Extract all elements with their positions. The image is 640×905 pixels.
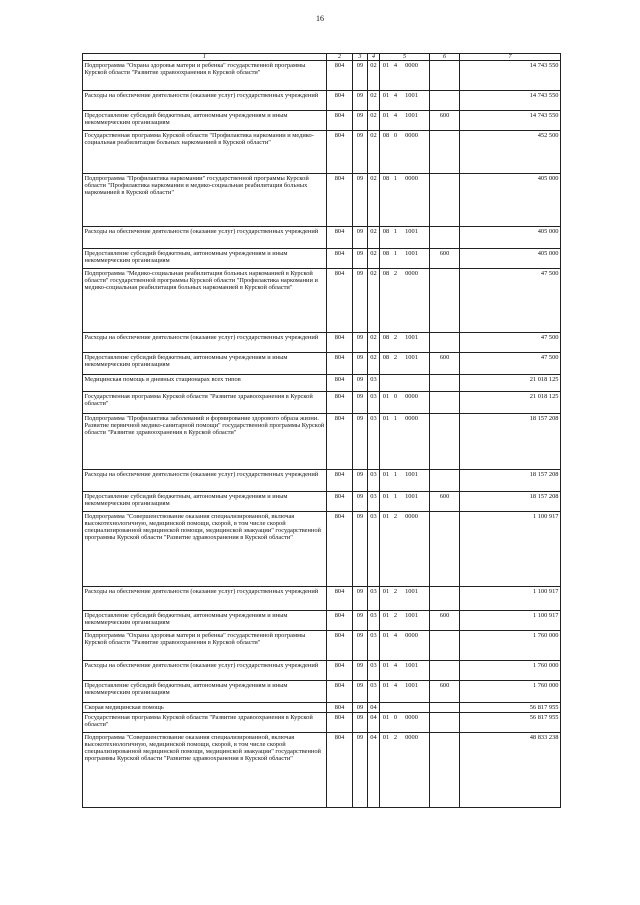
table-row [83, 611, 561, 631]
row-expense-type: 600 [430, 249, 460, 269]
program-code-part: 1001 [405, 333, 418, 341]
row-name: Предоставление субсидий бюджетным, автономным учреждениям и иным некоммерческим организациям [83, 249, 327, 269]
program-code-part: 0000 [405, 174, 418, 182]
row-amount: 56 817 955 [460, 713, 561, 733]
row-expense-type: 600 [430, 111, 460, 131]
row-amount: 14 743 550 [460, 61, 561, 91]
program-code-part: 08 [382, 269, 390, 277]
table-row [83, 353, 561, 375]
program-code-part: 01 [382, 713, 390, 721]
program-code-part: 01 [382, 91, 390, 99]
row-program-code [380, 131, 430, 174]
row-expense-type: 600 [430, 353, 460, 375]
row-section-code: 09 [353, 611, 368, 631]
row-section-code: 09 [353, 353, 368, 375]
row-section-code: 09 [353, 587, 368, 611]
row-amount: 47 500 [460, 269, 561, 333]
row-subsection-code: 02 [368, 91, 380, 111]
row-section-code: 09 [353, 174, 368, 227]
table-header [83, 54, 561, 61]
program-code-part: 2 [393, 611, 398, 619]
row-amount: 1 100 917 [460, 587, 561, 611]
row-expense-type [430, 512, 460, 587]
program-code-part: 1 [393, 470, 398, 478]
row-name: Расходы на обеспечение деятельности (оказание услуг) государственных учреждений [83, 333, 327, 353]
table-row [83, 512, 561, 587]
row-subsection-code: 03 [368, 470, 380, 492]
row-ministry-code: 804 [327, 587, 353, 611]
row-expense-type [430, 713, 460, 733]
program-code-part: 01 [382, 661, 390, 669]
program-code-part: 0000 [405, 392, 418, 400]
row-section-code: 09 [353, 269, 368, 333]
row-name: Подпрограмма "Профилактика наркомании" государственной программы Курской области "Профилактика наркомании и медико-социальная реабилитация больных наркоманией в Курской области" [83, 174, 327, 227]
row-program-code [380, 91, 430, 111]
row-amount: 18 157 208 [460, 492, 561, 512]
program-code-part: 1001 [405, 91, 418, 99]
row-program-code [380, 492, 430, 512]
program-code-part: 2 [393, 512, 398, 520]
row-ministry-code: 804 [327, 333, 353, 353]
table-row [83, 661, 561, 681]
row-program-code [380, 249, 430, 269]
row-amount: 1 760 000 [460, 661, 561, 681]
row-ministry-code: 804 [327, 227, 353, 249]
row-expense-type [430, 733, 460, 808]
row-expense-type [430, 631, 460, 661]
row-amount: 405 000 [460, 227, 561, 249]
row-ministry-code: 804 [327, 61, 353, 91]
row-expense-type [430, 375, 460, 392]
table-row [83, 269, 561, 333]
row-name: Расходы на обеспечение деятельности (оказание услуг) государственных учреждений [83, 587, 327, 611]
row-amount: 14 743 550 [460, 111, 561, 131]
row-program-code [380, 174, 430, 227]
row-expense-type [430, 333, 460, 353]
row-name: Предоставление субсидий бюджетным, автономным учреждениям и иным некоммерческим организациям [83, 111, 327, 131]
row-name: Предоставление субсидий бюджетным, автономным учреждениям и иным некоммерческим организациям [83, 353, 327, 375]
table-row [83, 470, 561, 492]
program-code-part: 0000 [405, 131, 418, 139]
row-subsection-code: 02 [368, 333, 380, 353]
table-row [83, 733, 561, 808]
program-code-part: 2 [393, 333, 398, 341]
program-code-part: 1001 [405, 353, 418, 361]
table-row [83, 414, 561, 470]
program-code-part: 01 [382, 392, 390, 400]
row-name: Подпрограмма "Охрана здоровья матери и ребенка" государственной программы Курской области "Развитие здравоохранения в Курской области" [83, 631, 327, 661]
row-expense-type: 600 [430, 492, 460, 512]
table-row [83, 713, 561, 733]
row-name: Государственная программа Курской области "Развитие здравоохранения в Курской области" [83, 713, 327, 733]
row-subsection-code: 03 [368, 492, 380, 512]
row-subsection-code: 03 [368, 512, 380, 587]
program-code-part: 2 [393, 269, 398, 277]
program-code-part: 4 [393, 631, 398, 639]
row-section-code: 09 [353, 470, 368, 492]
program-code-part: 4 [393, 681, 398, 689]
program-code-part: 0000 [405, 512, 418, 520]
program-code-part: 0 [393, 392, 398, 400]
table-row [83, 392, 561, 414]
row-section-code: 09 [353, 375, 368, 392]
row-expense-type [430, 174, 460, 227]
row-section-code: 09 [353, 91, 368, 111]
row-section-code: 09 [353, 681, 368, 703]
row-name: Расходы на обеспечение деятельности (оказание услуг) государственных учреждений [83, 661, 327, 681]
row-ministry-code: 804 [327, 269, 353, 333]
row-section-code: 09 [353, 631, 368, 661]
row-program-code [380, 470, 430, 492]
row-ministry-code: 804 [327, 703, 353, 713]
row-name: Предоставление субсидий бюджетным, автономным учреждениям и иным некоммерческим организациям [83, 492, 327, 512]
program-code-part: 1001 [405, 681, 418, 689]
program-code-part: 08 [382, 249, 390, 257]
row-program-code [380, 713, 430, 733]
program-code-part: 08 [382, 353, 390, 361]
table-row [83, 227, 561, 249]
row-amount: 452 500 [460, 131, 561, 174]
row-ministry-code: 804 [327, 661, 353, 681]
row-section-code: 09 [353, 703, 368, 713]
row-amount: 18 157 208 [460, 470, 561, 492]
row-program-code [380, 375, 430, 392]
row-ministry-code: 804 [327, 631, 353, 661]
row-subsection-code: 04 [368, 713, 380, 733]
row-program-code [380, 611, 430, 631]
row-subsection-code: 02 [368, 61, 380, 91]
row-ministry-code: 804 [327, 512, 353, 587]
row-amount: 21 018 125 [460, 392, 561, 414]
row-expense-type [430, 414, 460, 470]
row-subsection-code: 02 [368, 353, 380, 375]
row-section-code: 09 [353, 392, 368, 414]
row-subsection-code: 03 [368, 375, 380, 392]
row-name: Медицинская помощь в дневных стационарах всех типов [83, 375, 327, 392]
row-program-code [380, 333, 430, 353]
row-ministry-code: 804 [327, 111, 353, 131]
row-name: Расходы на обеспечение деятельности (оказание услуг) государственных учреждений [83, 470, 327, 492]
program-code-part: 0 [393, 713, 398, 721]
program-code-part: 01 [382, 587, 390, 595]
row-ministry-code: 804 [327, 375, 353, 392]
row-ministry-code: 804 [327, 392, 353, 414]
row-name: Подпрограмма "Совершенствование оказания специализированной, включая высокотехнологичную, медицинской помощи, скорой, в том числе скорой специализированной медицинской помощи, медицинской эвакуации" государственной программы Курской области "Развитие здравоохранения в Курской области" [83, 733, 327, 808]
program-code-part: 08 [382, 333, 390, 341]
program-code-part: 4 [393, 111, 398, 119]
program-code-part: 1 [393, 414, 398, 422]
table-row [83, 375, 561, 392]
row-subsection-code: 03 [368, 661, 380, 681]
table-row [83, 131, 561, 174]
row-section-code: 09 [353, 131, 368, 174]
row-amount: 47 500 [460, 333, 561, 353]
program-code-part: 0000 [405, 61, 418, 69]
row-name: Государственная программа Курской области "Развитие здравоохранения в Курской области" [83, 392, 327, 414]
budget-table [82, 53, 561, 808]
row-expense-type [430, 131, 460, 174]
row-subsection-code: 02 [368, 249, 380, 269]
program-code-part: 1001 [405, 111, 418, 119]
row-section-code: 09 [353, 61, 368, 91]
row-expense-type [430, 392, 460, 414]
program-code-part: 4 [393, 61, 398, 69]
row-section-code: 09 [353, 227, 368, 249]
row-program-code [380, 392, 430, 414]
row-amount: 14 743 550 [460, 91, 561, 111]
program-code-part: 1001 [405, 470, 418, 478]
program-code-part: 0000 [405, 414, 418, 422]
table-row [83, 492, 561, 512]
row-ministry-code: 804 [327, 174, 353, 227]
program-code-part: 2 [393, 587, 398, 595]
program-code-part: 2 [393, 353, 398, 361]
row-ministry-code: 804 [327, 611, 353, 631]
row-name: Подпрограмма "Медико-социальная реабилитация больных наркоманией в Курской области" государственной программы Курской области "Профилактика наркомании и медико-социальная реабилитация больных наркоманией в Курской области" [83, 269, 327, 333]
row-section-code: 09 [353, 733, 368, 808]
program-code-part: 1001 [405, 587, 418, 595]
row-section-code: 09 [353, 249, 368, 269]
row-subsection-code: 02 [368, 131, 380, 174]
row-section-code: 09 [353, 661, 368, 681]
row-amount: 1 100 917 [460, 611, 561, 631]
row-program-code [380, 227, 430, 249]
row-ministry-code: 804 [327, 249, 353, 269]
row-ministry-code: 804 [327, 91, 353, 111]
row-program-code [380, 733, 430, 808]
row-ministry-code: 804 [327, 353, 353, 375]
row-section-code: 09 [353, 512, 368, 587]
program-code-part: 0000 [405, 713, 418, 721]
header-col-1: 1 [83, 54, 327, 61]
program-code-part: 1 [393, 249, 398, 257]
row-subsection-code: 03 [368, 611, 380, 631]
table-row [83, 631, 561, 661]
row-subsection-code: 02 [368, 174, 380, 227]
program-code-part: 01 [382, 61, 390, 69]
row-subsection-code: 03 [368, 631, 380, 661]
row-amount: 405 000 [460, 174, 561, 227]
row-expense-type [430, 661, 460, 681]
header-col-5: 5 [380, 54, 430, 61]
row-section-code: 09 [353, 713, 368, 733]
row-expense-type: 600 [430, 611, 460, 631]
program-code-part: 01 [382, 492, 390, 500]
row-program-code [380, 353, 430, 375]
row-program-code [380, 512, 430, 587]
row-section-code: 09 [353, 492, 368, 512]
row-name: Скорая медицинская помощь [83, 703, 327, 713]
program-code-part: 01 [382, 111, 390, 119]
program-code-part: 01 [382, 631, 390, 639]
row-amount: 48 833 238 [460, 733, 561, 808]
table-row [83, 681, 561, 703]
program-code-part: 01 [382, 470, 390, 478]
table-row [83, 111, 561, 131]
row-program-code [380, 587, 430, 611]
program-code-part: 0 [393, 131, 398, 139]
row-ministry-code: 804 [327, 131, 353, 174]
program-code-part: 01 [382, 681, 390, 689]
row-amount: 21 018 125 [460, 375, 561, 392]
table-row [83, 91, 561, 111]
program-code-part: 1 [393, 492, 398, 500]
row-name: Подпрограмма "Охрана здоровья матери и ребенка" государственной программы Курской области "Развитие здравоохранения в Курской области" [83, 61, 327, 91]
row-expense-type [430, 703, 460, 713]
program-code-part: 1 [393, 227, 398, 235]
program-code-part: 1001 [405, 249, 418, 257]
row-section-code: 09 [353, 111, 368, 131]
row-subsection-code: 03 [368, 587, 380, 611]
program-code-part: 01 [382, 611, 390, 619]
program-code-part: 08 [382, 131, 390, 139]
program-code-part: 1001 [405, 611, 418, 619]
row-name: Предоставление субсидий бюджетным, автономным учреждениям и иным некоммерческим организациям [83, 611, 327, 631]
row-amount: 1 760 000 [460, 631, 561, 661]
table-row [83, 174, 561, 227]
row-program-code [380, 269, 430, 333]
row-name: Предоставление субсидий бюджетным, автономным учреждениям и иным некоммерческим организациям [83, 681, 327, 703]
row-program-code [380, 111, 430, 131]
row-amount: 18 157 208 [460, 414, 561, 470]
program-code-part: 4 [393, 661, 398, 669]
row-amount: 405 000 [460, 249, 561, 269]
row-subsection-code: 02 [368, 227, 380, 249]
program-code-part: 01 [382, 414, 390, 422]
program-code-part: 1001 [405, 661, 418, 669]
row-program-code [380, 414, 430, 470]
table-row [83, 333, 561, 353]
row-ministry-code: 804 [327, 733, 353, 808]
program-code-part: 1001 [405, 227, 418, 235]
row-name: Государственная программа Курской области "Профилактика наркомании и медико-социальная реабилитация больных наркоманией в Курской области" [83, 131, 327, 174]
row-name: Подпрограмма "Профилактика заболеваний и формирование здорового образа жизни. Развитие первичной медико-санитарной помощи" государственной программы Курской области "Развитие здравоохранения в Курской области" [83, 414, 327, 470]
row-expense-type [430, 61, 460, 91]
row-ministry-code: 804 [327, 414, 353, 470]
row-subsection-code: 04 [368, 703, 380, 713]
row-ministry-code: 804 [327, 713, 353, 733]
program-code-part: 01 [382, 512, 390, 520]
row-program-code [380, 661, 430, 681]
program-code-part: 0000 [405, 269, 418, 277]
table-body [83, 61, 561, 808]
header-col-6: 6 [430, 54, 460, 61]
row-subsection-code: 02 [368, 111, 380, 131]
row-name: Расходы на обеспечение деятельности (оказание услуг) государственных учреждений [83, 91, 327, 111]
row-subsection-code: 03 [368, 392, 380, 414]
header-col-7: 7 [460, 54, 561, 61]
row-name: Подпрограмма "Совершенствование оказания специализированной, включая высокотехнологичную, медицинской помощи, скорой, в том числе скорой специализированной медицинской помощи, медицинской эвакуации" государственной программы Курской области "Развитие здравоохранения в Курской области" [83, 512, 327, 587]
program-code-part: 0000 [405, 733, 418, 741]
page-number: 16 [316, 14, 324, 23]
row-expense-type [430, 91, 460, 111]
row-program-code [380, 631, 430, 661]
program-code-part: 01 [382, 733, 390, 741]
row-program-code [380, 681, 430, 703]
program-code-part: 4 [393, 91, 398, 99]
row-amount: 1 760 000 [460, 681, 561, 703]
row-amount: 47 500 [460, 353, 561, 375]
row-amount: 56 817 955 [460, 703, 561, 713]
row-ministry-code: 804 [327, 681, 353, 703]
table-row [83, 587, 561, 611]
row-subsection-code: 02 [368, 269, 380, 333]
row-program-code [380, 703, 430, 713]
row-expense-type [430, 269, 460, 333]
row-expense-type [430, 587, 460, 611]
row-expense-type [430, 227, 460, 249]
table-row [83, 61, 561, 91]
row-program-code [380, 61, 430, 91]
row-section-code: 09 [353, 414, 368, 470]
row-subsection-code: 03 [368, 681, 380, 703]
header-row [83, 54, 561, 61]
header-col-4: 4 [368, 54, 380, 61]
table-row [83, 703, 561, 713]
row-amount: 1 100 917 [460, 512, 561, 587]
row-subsection-code: 04 [368, 733, 380, 808]
program-code-part: 08 [382, 227, 390, 235]
program-code-part: 1 [393, 174, 398, 182]
table-row [83, 249, 561, 269]
program-code-part: 08 [382, 174, 390, 182]
header-col-3: 3 [353, 54, 368, 61]
row-expense-type [430, 470, 460, 492]
row-ministry-code: 804 [327, 470, 353, 492]
program-code-part: 0000 [405, 631, 418, 639]
program-code-part: 2 [393, 733, 398, 741]
row-subsection-code: 03 [368, 414, 380, 470]
row-ministry-code: 804 [327, 492, 353, 512]
row-section-code: 09 [353, 333, 368, 353]
row-expense-type: 600 [430, 681, 460, 703]
program-code-part: 1001 [405, 492, 418, 500]
row-name: Расходы на обеспечение деятельности (оказание услуг) государственных учреждений [83, 227, 327, 249]
header-col-2: 2 [327, 54, 353, 61]
